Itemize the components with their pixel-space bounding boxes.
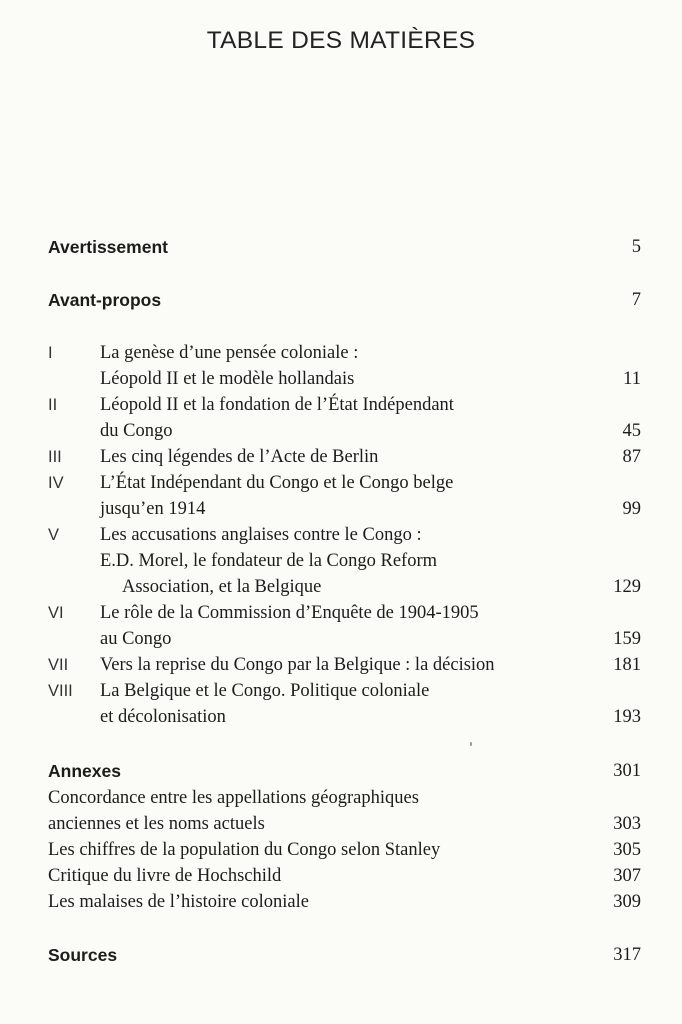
chapter-title-line: Le rôle de la Commission d’Enquête de 1904-1905 (100, 603, 479, 623)
chapter-title-line: L’État Indépendant du Congo et le Congo belge (100, 473, 454, 493)
annex-title-line: Les malaises de l’histoire coloniale (48, 892, 309, 912)
toc-chapter-iv (0, 470, 682, 496)
entry-page: 309 (613, 892, 641, 912)
annex-title-line: Critique du livre de Hochschild (48, 866, 282, 886)
annex-title-line: anciennes et les noms actuels (48, 814, 265, 834)
entry-page: 301 (613, 761, 641, 781)
chapter-title-line: au Congo (100, 629, 172, 649)
chapter-title-line: jusqu’en 1914 (100, 499, 206, 519)
toc-chapter-viii-cont (0, 704, 682, 730)
toc-entry-annexes (0, 758, 682, 784)
entry-page: 159 (613, 629, 641, 649)
toc-chapter-viii (0, 678, 682, 704)
entry-page: 99 (622, 499, 641, 519)
page-title: TABLE DES MATIÈRES (206, 27, 476, 54)
toc-chapter-vi-cont (0, 626, 682, 652)
chapter-title-line: E.D. Morel, le fondateur de la Congo Reform (100, 551, 438, 571)
chapter-number: IV (48, 474, 64, 492)
toc-chapter-iv-cont (0, 496, 682, 522)
toc-entry-sources (0, 942, 682, 968)
chapter-title-line: Vers la reprise du Congo par la Belgique : la décision (100, 655, 495, 675)
chapter-title-line: Les cinq légendes de l’Acte de Berlin (100, 447, 379, 467)
entry-page: 5 (631, 237, 641, 257)
entry-page: 303 (613, 814, 641, 834)
toc-chapter-iii (0, 444, 682, 470)
toc-annex-item (0, 837, 682, 863)
chapter-number: I (48, 344, 53, 362)
toc-annex-item-cont (0, 811, 682, 837)
entry-page: 193 (613, 707, 641, 727)
chapter-number: V (48, 526, 60, 544)
entry-page: 317 (613, 945, 641, 965)
chapter-title-line: La genèse d’une pensée coloniale : (100, 343, 359, 363)
entry-label: Sources (48, 945, 118, 965)
entry-page: 181 (613, 655, 641, 675)
toc-entry-avertissement (0, 234, 682, 260)
toc-chapter-v-cont (0, 548, 682, 574)
toc-chapter-ii (0, 392, 682, 418)
toc-chapter-v (0, 522, 682, 548)
entry-page: 45 (622, 421, 641, 441)
toc-chapter-vi (0, 600, 682, 626)
toc-chapter-v-cont (0, 574, 682, 600)
entry-page: 307 (613, 866, 641, 886)
entry-page: 87 (622, 447, 641, 467)
chapter-title-line: et décolonisation (100, 707, 226, 727)
entry-page: 11 (623, 369, 641, 389)
toc-annex-item (0, 889, 682, 915)
toc-chapter-vii (0, 652, 682, 678)
entry-page: 305 (613, 840, 641, 860)
toc-chapter-i-cont (0, 366, 682, 392)
toc-entry-avant-propos (0, 287, 682, 313)
chapter-title-line: Léopold II et le modèle hollandais (100, 369, 355, 389)
chapter-title-line: Les accusations anglaises contre le Congo : (100, 525, 422, 545)
chapter-number: VII (48, 656, 69, 674)
chapter-number: III (48, 448, 62, 466)
annex-title-line: Les chiffres de la population du Congo selon Stanley (48, 840, 441, 860)
chapter-title-line: Association, et la Belgique (122, 577, 322, 597)
chapter-title-line: La Belgique et le Congo. Politique coloniale (100, 681, 430, 701)
toc-annex-item (0, 863, 682, 889)
chapter-title-line: Léopold II et la fondation de l’État Indépendant (100, 395, 454, 415)
entry-page: 129 (613, 577, 641, 597)
paper-speck (470, 742, 472, 746)
toc-chapter-ii-cont (0, 418, 682, 444)
entry-label: Avant-propos (48, 290, 162, 310)
toc-chapter-i (0, 340, 682, 366)
toc-annex-item (0, 785, 682, 811)
entry-label: Annexes (48, 761, 121, 781)
chapter-number: VIII (48, 682, 73, 700)
annex-title-line: Concordance entre les appellations géographiques (48, 788, 419, 808)
chapter-number: II (48, 396, 58, 414)
entry-page: 7 (631, 290, 641, 310)
chapter-title-line: du Congo (100, 421, 173, 441)
entry-label: Avertissement (48, 237, 168, 257)
chapter-number: VI (48, 604, 64, 622)
